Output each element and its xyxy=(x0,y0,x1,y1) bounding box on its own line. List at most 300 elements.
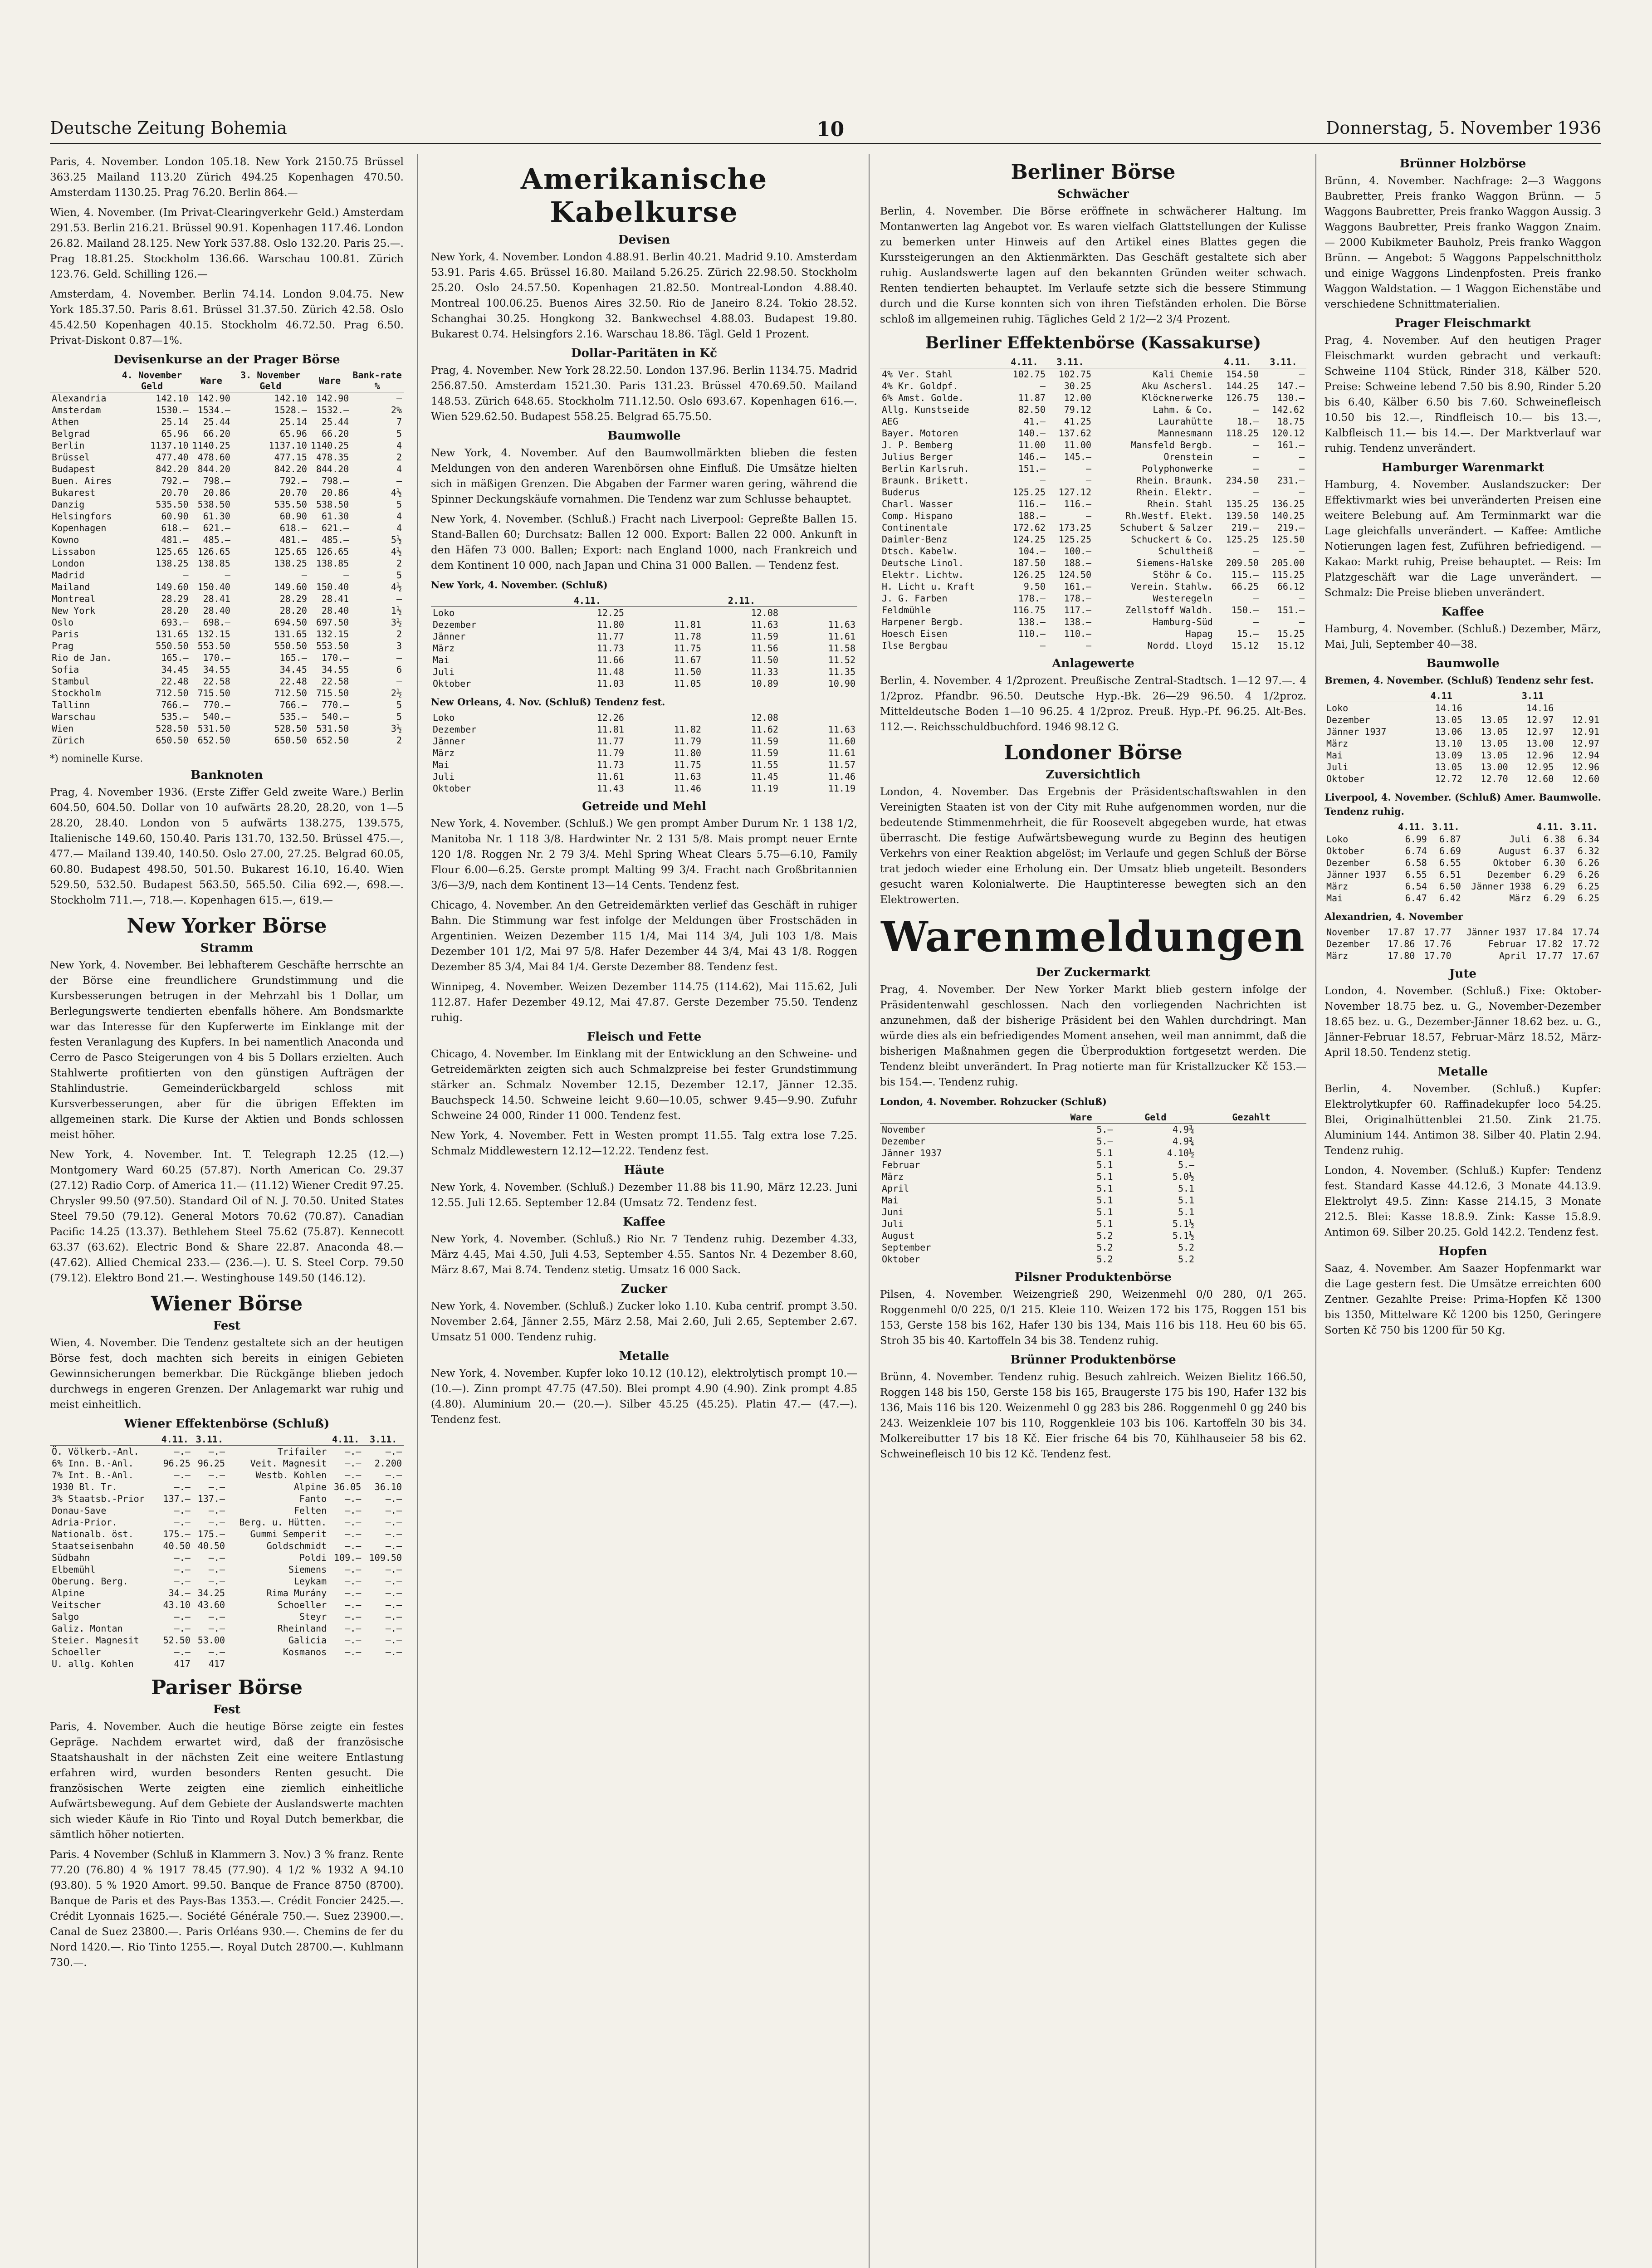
table-cell: —.— xyxy=(385,1470,402,1481)
table-cell: 124.50 xyxy=(1058,569,1091,580)
table-cell: 96.25 xyxy=(163,1458,191,1469)
table-cell: 652.50 xyxy=(197,735,230,746)
table-cell: 28.40 xyxy=(321,605,349,616)
table-cell: Dezember xyxy=(882,1136,926,1147)
table-row xyxy=(1325,938,1601,950)
table-cell: März xyxy=(1326,950,1349,961)
table-cell: Oktober xyxy=(1493,857,1531,868)
table-cell: Dezember xyxy=(1326,857,1370,868)
table-row xyxy=(1325,926,1601,938)
baumwolle-text-2: New York, 4. November. (Schluß.) Fracht nach Liverpool: Gepreßte Ballen 15. Stand-Ballen 60; Durchsatz: Ballen 12 000. Export: Ballen 22 000. Ankunft in den Häfen 73 000. Ballen; Export: nach England 1000, nach Frankreich und dem Kontinent 10 000, nach Japan und China 31 000 Ballen. — Tendenz fest. xyxy=(431,513,857,572)
table-cell: —.— xyxy=(208,1470,225,1481)
table-cell: 11.33 xyxy=(751,666,778,677)
berliner-subheading: Schwächer xyxy=(1057,187,1129,201)
table-cell: 13.05 xyxy=(1481,738,1508,749)
table-cell: Leykam xyxy=(293,1576,327,1587)
table-row xyxy=(50,1634,404,1646)
table-cell: — xyxy=(1299,487,1305,498)
table-cell: 694.50 xyxy=(274,617,307,628)
table-cell: Lissabon xyxy=(52,546,96,557)
table-cell: 5.1 xyxy=(1096,1195,1113,1206)
table-cell: 15.25 xyxy=(1277,628,1305,639)
table-cell: 1930 Bl. Tr. xyxy=(52,1481,117,1492)
table-cell: März xyxy=(1509,893,1531,904)
table-cell: Mailand xyxy=(52,582,90,592)
zuckermarkt-text: Prag, 4. November. Der New Yorker Markt blieb gestern infolge der Präsidentenwahl geschlossen. Nach den vorliegenden Nachrichten ist anzunehmen, daß der bisherige Präsident bei den Wahlen durchdringt. Man würde dies als ein befriedigendes Moment ansehen, weil man annimmt, daß die bisherigen Maßnahmen gegen die Überproduktion fortgesetzt werden. Die Tendenz bleibt unverändert. In Prag notierte man für Kristallzucker Kč 153.— bis 154.—. Tendenz ruhig. xyxy=(880,984,1306,1088)
table-cell: Zellstoff Waldh. xyxy=(1125,605,1213,616)
table-cell: Mansfeld Bergb. xyxy=(1131,440,1213,450)
table-cell: —.— xyxy=(345,1529,362,1540)
table-cell: 618.— xyxy=(279,523,307,533)
table-cell: 553.50 xyxy=(197,640,230,651)
holz-subheading: Brünner Holzbörse xyxy=(1399,157,1526,171)
table-cell: Feldmühle xyxy=(882,605,931,616)
liverpool-title: Liverpool, 4. November. (Schluß) Amer. Baumwolle. Tendenz ruhig. xyxy=(1325,792,1601,817)
table-cell: 116.— xyxy=(1018,499,1046,509)
table-header-cell xyxy=(880,1111,1048,1124)
table-row xyxy=(1325,714,1601,726)
table-cell: 28.20 xyxy=(279,605,307,616)
table-cell: 4½ xyxy=(391,582,402,592)
table-cell: 1137.10 xyxy=(269,440,307,451)
table-cell: —.— xyxy=(208,1446,225,1457)
table-header-cell xyxy=(1325,690,1418,702)
no-table-title: New Orleans, 4. Nov. (Schluß) Tendenz fest. xyxy=(431,696,665,708)
table-cell: 53.00 xyxy=(197,1635,225,1646)
table-cell: — xyxy=(1085,463,1091,474)
table-cell: 17.77 xyxy=(1424,927,1452,938)
table-cell: 6.38 xyxy=(1543,834,1565,845)
table-cell: Galiz. Montan xyxy=(52,1623,123,1634)
table-cell: 11.56 xyxy=(751,643,778,654)
table-cell: 34.— xyxy=(168,1588,191,1598)
table-cell xyxy=(1196,1183,1306,1194)
table-cell: 6.54 xyxy=(1405,881,1427,892)
devisen-text: New York, 4. November. London 4.88.91. Berlin 40.21. Madrid 9.10. Amsterdam 53.91. Paris 4.65. Brüssel 16.80. Mailand 5.26.25. Zürich 22.98.50. Stockholm 25.20. Oslo 24.57.50. Kopenhagen 21.82.50. Montreal-London 4.88.40. Montreal 100.06.25. Buenos Aires 32.50. Rio de Janeiro 8.24. Tokio 28.52. Schanghai 30.25. Hongkong 32. Bankwechsel 4.88.03. Budapest 19.80. Bukarest 0.74. Helsingfors 2.16. Warschau 18.86. Tägl. Geld 1 Prozent. xyxy=(431,251,857,340)
table-row xyxy=(880,581,1306,592)
table-row xyxy=(50,581,404,593)
table-cell: 5 xyxy=(396,428,402,439)
table-row xyxy=(50,1564,404,1575)
table-cell: 125.50 xyxy=(1271,534,1305,545)
table-cell: 131.65 xyxy=(274,629,307,640)
table-row xyxy=(431,759,857,771)
table-cell: März xyxy=(1326,881,1349,892)
table-cell: 6.50 xyxy=(1439,881,1461,892)
fleisch-subheading: Fleisch und Fette xyxy=(587,1030,702,1044)
table-cell: 17.74 xyxy=(1572,927,1599,938)
table-cell: 650.50 xyxy=(156,735,189,746)
table-cell: August xyxy=(1498,846,1531,856)
table-cell: Klöcknerwerke xyxy=(1142,392,1213,403)
table-cell: 4 xyxy=(396,464,402,474)
table-cell: Stockholm xyxy=(52,688,101,699)
table-cell: 25.14 xyxy=(161,416,189,427)
table-row xyxy=(50,1587,404,1599)
table-cell: 12.26 xyxy=(596,712,624,723)
table-cell: November xyxy=(882,1124,926,1135)
table-row xyxy=(880,640,1306,651)
table-cell: Belgrad xyxy=(52,428,90,439)
table-cell: — xyxy=(1085,640,1091,651)
table-cell: 12.70 xyxy=(1481,773,1508,784)
table-row xyxy=(1325,726,1601,738)
table-row xyxy=(880,1147,1306,1159)
table-cell: Rhein. Braunk. xyxy=(1136,475,1213,486)
wiener-text: Wien, 4. November. Die Tendenz gestaltete sich an der heutigen Börse fest, doch machten sich bereits in einigen Gebieten Gewinnsicherungen bemerkbar. Die Rückgänge blieben jedoch durchwegs in engeren Grenzen. Der Anlagemarkt war ruhig und meist einheitlich. xyxy=(50,1337,404,1411)
table-cell: 172.62 xyxy=(1012,522,1046,533)
column-4 xyxy=(1325,154,1601,2268)
table-cell: 219.— xyxy=(1231,522,1259,533)
table-cell: Hapag xyxy=(1185,628,1213,639)
table-cell: November xyxy=(1326,927,1370,938)
table-cell: 20.70 xyxy=(279,487,307,498)
table-row xyxy=(880,1194,1306,1206)
table-cell: Bayer. Motoren xyxy=(882,428,958,439)
table-cell: 6 xyxy=(396,664,402,675)
table-cell: 4.9¾ xyxy=(1172,1136,1195,1147)
table-cell: Zürich xyxy=(52,735,85,746)
table-cell: 22.58 xyxy=(321,676,349,687)
table-cell: Loko xyxy=(433,712,455,723)
table-row xyxy=(880,368,1306,381)
table-row xyxy=(50,404,404,416)
table-cell: 12.91 xyxy=(1572,726,1599,737)
table-cell: Stambul xyxy=(52,676,90,687)
winnipeg-text: Winnipeg, 4. November. Weizen Dezember 114.75 (114.62), Mai 115.62, Juli 112.87. Hafer Dezember 49.12, Mai 47.87. Gerste Dezember 75.50. Tendenz ruhig. xyxy=(431,981,857,1024)
londoner-heading: Londoner Börse xyxy=(1004,741,1183,764)
table-header-cell: 4.11. xyxy=(1215,356,1261,368)
table-cell: — xyxy=(301,570,307,581)
berliner-effekten-heading: Berliner Effektenbörse (Kassakurse) xyxy=(925,333,1261,352)
table-cell: 417 xyxy=(174,1658,191,1669)
table-cell: H. Licht u. Kraft xyxy=(882,581,975,592)
table-cell: 6.29 xyxy=(1543,869,1565,880)
table-cell: 6.26 xyxy=(1577,857,1599,868)
table-cell: —.— xyxy=(174,1552,191,1563)
table-cell xyxy=(1196,1253,1306,1265)
table-cell: 5.1 xyxy=(1096,1218,1113,1229)
table-cell: 6.69 xyxy=(1439,846,1461,856)
table-cell: 6.34 xyxy=(1577,834,1599,845)
table-cell: —.— xyxy=(208,1647,225,1657)
table-row xyxy=(880,1242,1306,1253)
table-cell: Wien xyxy=(52,723,74,734)
table-cell xyxy=(1196,1171,1306,1183)
table-cell: 697.50 xyxy=(316,617,349,628)
table-cell: 118.25 xyxy=(1226,428,1259,439)
bruenner-text: Brünn, 4. November. Tendenz ruhig. Besuch zahlreich. Weizen Bielitz 166.50, Roggen 148 bis 150, Gerste 158 bis 165, Braugerste 175 bis 190, Hafer 132 bis 136, Mais 116 bis 120. Weizenmehl 0 gg 283 bis 286. Roggenmehl 0 gg 240 bis 243. Weizenkleie 107 bis 110, Roggenkleie 103 bis 106. Kartoffeln 30 bis 34. Molkereibutter 17 bis 18 Kč. Eier frische 64 bis 70, Kühlhauseier 58 bis 62. Schweinefleisch 10 bis 12 Kč. Tendenz fest. xyxy=(880,1371,1306,1460)
table-cell: Jänner 1937 xyxy=(882,1148,942,1158)
table-cell: 550.50 xyxy=(274,640,307,651)
table-cell: —.— xyxy=(345,1517,362,1528)
table-cell: 137.— xyxy=(197,1493,225,1504)
fleischmarkt-text: Prag, 4. November. Auf den heutigen Prager Fleischmarkt wurden gebracht und verkauft: Schweine 1104 Stück, Rinder 318, Kälber 520. Preise: Schweine lebend 7.50 bis 8.90, Rinder 5.20 bis 6.40, Kälber 6.50 bis 7.60. Schweinefleisch 10.50 bis 12.—, Rindfleisch 10.— bis 13.—, Kalbfleisch 11.— bis 14.—. Der Marktverlauf war ruhig. Tendenz unverändert. xyxy=(1325,335,1601,455)
table-cell: 126.25 xyxy=(1012,569,1046,580)
table-cell: Helsingfors xyxy=(52,511,112,522)
table-row xyxy=(880,380,1306,392)
table-cell: 170.— xyxy=(203,652,230,663)
table-cell: Alpine xyxy=(52,1588,85,1598)
table-cell: 110.— xyxy=(1018,628,1046,639)
table-cell: 132.15 xyxy=(316,629,349,640)
table-cell: 173.25 xyxy=(1058,522,1091,533)
table-cell: 11.73 xyxy=(596,759,624,770)
table-cell: 531.50 xyxy=(197,723,230,734)
table-cell: 6.25 xyxy=(1577,893,1599,904)
table-cell: 11.59 xyxy=(751,631,778,642)
table-cell: 25.44 xyxy=(321,416,349,427)
pilsner-text: Pilsen, 4. November. Weizengrieß 290, Weizenmehl 0/0 280, 0/1 265. Roggenmehl 0/0 225, 0/1 215. Kleie 110. Weizen 172 bis 175, Roggen 151 bis 153, Gerste 158 bis 162, Hafer 130 bis 134, Mais 116 bis 118. Heu 60 bis 65. Stroh 35 bis 40. Kartoffeln 34 bis 38. Tendenz ruhig. xyxy=(880,1289,1306,1347)
table-cell: 79.12 xyxy=(1064,404,1091,415)
table-row xyxy=(1325,738,1601,749)
table-cell: 2 xyxy=(396,735,402,746)
table-cell: 5.— xyxy=(1096,1136,1113,1147)
table-cell: 538.50 xyxy=(316,499,349,510)
kaffee-text: New York, 4. November. (Schluß.) Rio Nr. 7 Tendenz ruhig. Dezember 4.33, März 4.45, Mai 4.50, Juli 4.53, September 4.55. Santos Nr. 4 Dezember 8.60, März 8.67, Mai 8.74. Tendenz stetig. Umsatz 16 000 Sack. xyxy=(431,1233,857,1276)
table-header-row xyxy=(1325,821,1601,833)
table-cell: 28.41 xyxy=(203,593,230,604)
table-cell: 66.12 xyxy=(1277,581,1305,592)
table-cell: 11.75 xyxy=(674,643,701,654)
table-cell: 36.05 xyxy=(334,1481,362,1492)
table-cell: 621.— xyxy=(203,523,230,533)
metalle-subheading: Metalle xyxy=(619,1349,670,1363)
table-cell: 61.30 xyxy=(321,511,349,522)
fleischmarkt-subheading: Prager Fleischmarkt xyxy=(1395,317,1531,330)
table-cell: 6.55 xyxy=(1405,869,1427,880)
table-cell: 219.— xyxy=(1277,522,1305,533)
table-cell: 11.75 xyxy=(674,759,701,770)
table-cell: 842.20 xyxy=(274,464,307,474)
table-cell: — xyxy=(1299,593,1305,604)
table-row xyxy=(50,616,404,628)
table-cell: 5.— xyxy=(1178,1159,1195,1170)
wiener-heading: Wiener Börse xyxy=(151,1292,303,1315)
column-rule xyxy=(869,154,870,2268)
table-cell: 712.50 xyxy=(274,688,307,699)
table-cell: —.— xyxy=(345,1458,362,1469)
table-cell: Loko xyxy=(1326,703,1349,714)
table-cell: 11.78 xyxy=(674,631,701,642)
table-header-row xyxy=(1325,690,1601,702)
table-cell: 535.— xyxy=(161,711,189,722)
table-header-cell: 4.11. xyxy=(1533,821,1567,833)
haeute-text: New York, 4. November. (Schluß.) Dezember 11.88 bis 11.90, März 12.23. Juni 12.55. Juli 12.65. September 12.84 (Umsatz 72. Tendenz fest. xyxy=(431,1182,857,1209)
bruenner-subheading: Brünner Produktenbörse xyxy=(1010,1353,1176,1367)
table-header-cell: Ware xyxy=(1048,1111,1115,1124)
table-cell: — xyxy=(396,652,402,663)
table-cell: — xyxy=(1253,546,1259,557)
table-row xyxy=(50,487,404,499)
table-cell: Goldschmidt xyxy=(266,1540,327,1551)
table-cell: Amsterdam xyxy=(52,405,101,415)
table-cell: 11.61 xyxy=(596,771,624,782)
table-cell: — xyxy=(1253,440,1259,450)
table-cell: — xyxy=(396,475,402,486)
table-cell: 12.08 xyxy=(751,712,778,723)
table-cell: 34.25 xyxy=(197,1588,225,1598)
table-cell: 5.1 xyxy=(1096,1207,1113,1217)
table-cell: 1528.— xyxy=(274,405,307,415)
table-cell: Fanto xyxy=(299,1493,327,1504)
berliner-text: Berlin, 4. November. Die Börse eröffnete in schwächerer Haltung. Im Montanwerten lag Angebot vor. Es waren vielfach Glattstellungen der Kulisse zu bemerken unter Hinweis auf den Artikel eines Blattes gegen die Kurssteigerungen an den Aktienmärkten. Das Geschäft gestaltete sich aber ruhig. Auslandswerte lagen auf den bekannten Gründen weiter schwach. Renten tendierten behauptet. Im Verlaufe setzte sich die bessere Stimmung durch und die Kurse konnten sich von ihren Tiefständen erholen. Die Börse schloß im allgemeinen ruhig. Tägliches Geld 2 1/2—2 3/4 Prozent. xyxy=(880,205,1306,325)
table-cell: Jänner 1938 xyxy=(1471,881,1531,892)
table-row xyxy=(880,510,1306,522)
getreide-text: New York, 4. November. (Schluß.) We gen prompt Amber Durum Nr. 1 138 1/2, Manitoba Nr. 1 118 3/8. Hardwinter Nr. 2 131 5/8. Mais prompt neuer Ernte 120 1/8. Roggen Nr. 2 79 3/4. Mehl Spring Wheat Clears 5.75—6.10, Family Flour 6.00—6.25. Gerste prompt Malting 99 3/4. Fracht nach Großbritannien 3/6—3/9, nach dem Kontinent 13—14 Cents. Tendenz fest. xyxy=(431,818,857,891)
table-row xyxy=(50,1457,404,1469)
pariser-text: Paris, 4. November. Auch die heutige Börse zeigte ein festes Gepräge. Nachdem erwartet wird, daß der französische Staatshaushalt in der nächsten Zeit eine weitere Entlastung erfahren wird, wurden besonders Renten gesucht. Die französischen Werte zeigten eine ziemlich einheitliche Aufwärtsbewegung. Auf dem Gebiete der Auslandswerte machten sich wieder Käufe in Rio Tinto und Royal Dutch bemerkbar, die sämtlich höher notierten. xyxy=(50,1721,404,1841)
table-cell: Polyphonwerke xyxy=(1142,463,1213,474)
bremen-title: Bremen, 4. November. (Schluß) Tendenz sehr fest. xyxy=(1325,675,1594,686)
table-cell: 165.— xyxy=(279,652,307,663)
table-cell: 535.50 xyxy=(156,499,189,510)
table-cell: 13.05 xyxy=(1481,750,1508,761)
table-cell: —.— xyxy=(208,1481,225,1492)
getreide-subheading: Getreide und Mehl xyxy=(582,800,706,813)
table-cell xyxy=(1196,1206,1306,1218)
table-cell: 11.43 xyxy=(596,783,624,794)
table-header-cell: 3.11. xyxy=(363,1433,404,1446)
table-cell: Alpine xyxy=(293,1481,327,1492)
table-row xyxy=(880,545,1306,557)
table-row xyxy=(50,534,404,546)
table-row xyxy=(880,486,1306,498)
table-cell: 109.— xyxy=(334,1552,362,1563)
table-row xyxy=(50,1575,404,1587)
table-cell: 11.79 xyxy=(596,748,624,758)
metalle-text: Berlin, 4. November. (Schluß.) Kupfer: Elektrolytkupfer 60. Raffinadekupfer loco 54.25. Blei, Originalhüttenblei 21.50. Zink 21.75. Aluminium 144. Antimon 38. Silber 40. Platin 2.94. Tendenz ruhig. xyxy=(1325,1083,1601,1157)
table-cell: 528.50 xyxy=(274,723,307,734)
table-cell: Juni xyxy=(882,1207,904,1217)
table-cell: —.— xyxy=(385,1529,402,1540)
table-cell: 142.90 xyxy=(316,393,349,404)
table-cell: 102.75 xyxy=(1012,369,1046,380)
table-header-cell xyxy=(880,356,1002,368)
table-cell: 117.— xyxy=(1064,605,1091,616)
table-cell: —.— xyxy=(174,1611,191,1622)
table-row xyxy=(50,1493,404,1505)
table-cell: 11.63 xyxy=(828,619,855,630)
table-cell: 5.1 xyxy=(1178,1183,1195,1194)
table-cell: 41.— xyxy=(1023,416,1046,427)
table-row xyxy=(50,499,404,510)
table-row xyxy=(1325,857,1601,869)
table-cell: Dezember xyxy=(1487,869,1531,880)
table-cell: 5.1 xyxy=(1178,1207,1195,1217)
table-cell: 11.80 xyxy=(674,748,701,758)
table-row xyxy=(880,427,1306,439)
table-cell: Mai xyxy=(1326,893,1343,904)
table-row xyxy=(50,1611,404,1623)
table-cell: Rhein. Elektr. xyxy=(1136,487,1213,498)
table-cell: 6.29 xyxy=(1543,893,1565,904)
table-cell: 770.— xyxy=(321,699,349,710)
table-row xyxy=(50,451,404,463)
table-cell: 12.00 xyxy=(1064,392,1091,403)
table-cell: Athen xyxy=(52,416,79,427)
table-cell: 40.50 xyxy=(197,1540,225,1551)
table-cell: 17.86 xyxy=(1388,938,1415,949)
devisen-subheading: Devisen xyxy=(618,233,670,247)
table-cell: 20.86 xyxy=(203,487,230,498)
table-cell: 11.63 xyxy=(751,619,778,630)
table-cell: Orenstein xyxy=(1163,451,1213,462)
table-cell: —.— xyxy=(385,1588,402,1598)
table-header-cell: 4.11. xyxy=(328,1433,363,1446)
jute-subheading: Jute xyxy=(1449,967,1476,981)
table-header-cell xyxy=(431,595,549,607)
table-cell: August xyxy=(882,1230,915,1241)
newyork-heading: New Yorker Börse xyxy=(127,914,327,938)
table-cell: —.— xyxy=(385,1446,402,1457)
table-cell: 17.80 xyxy=(1388,950,1415,961)
table-cell: 15.12 xyxy=(1277,640,1305,651)
table-cell: — xyxy=(343,570,349,581)
table-cell: 5.2 xyxy=(1178,1242,1195,1253)
table-cell: 66.20 xyxy=(321,428,349,439)
table-cell: 485.— xyxy=(203,534,230,545)
table-cell: 6.55 xyxy=(1439,857,1461,868)
table-cell: 650.50 xyxy=(274,735,307,746)
table-cell xyxy=(363,1658,404,1670)
table-cell xyxy=(1196,1218,1306,1230)
table-header-cell: 3.11 xyxy=(1510,690,1556,702)
table-row xyxy=(880,628,1306,640)
pariser-quotes: Paris. 4 November (Schluß in Klammern 3. Nov.) 3 % franz. Rente 77.20 (76.80) 4 % 1917 78.45 (77.90). 4 1/2 % 1932 A 94.10 (93.80). 5 % 1920 Amort. 99.50. Banque de France 8750 (8700). Banque de Paris et des Pays-Bas 1353.—. Crédit Foncier 2425.—. Crédit Lyonnais 1625.—. Société Générale 750.—. Suez 23900.—. Canal de Suez 23800.—. Paris Orléans 930.—. Chemins de fer du Nord 1420.—. Rio Tinto 1255.—. Royal Dutch 28700.—. Kuhlmann 730.—. xyxy=(50,1849,404,1969)
table-cell: 11.63 xyxy=(674,771,701,782)
table-row xyxy=(50,652,404,664)
table-cell: 792.— xyxy=(279,475,307,486)
table-cell: Lahm. & Co. xyxy=(1153,404,1213,415)
table-cell: 178.— xyxy=(1018,593,1046,604)
table-cell: 766.— xyxy=(279,699,307,710)
table-cell: 138.— xyxy=(1018,616,1046,627)
table-cell: 28.20 xyxy=(161,605,189,616)
table-cell: 5½ xyxy=(391,534,402,545)
table-cell: 12.60 xyxy=(1572,773,1599,784)
table-cell: Trifailer xyxy=(277,1446,327,1457)
table-cell: Prag xyxy=(52,640,74,651)
table-header-cell: Ware xyxy=(309,369,351,392)
table-cell: 1140.25 xyxy=(192,440,230,451)
table-header-cell: 4.11. xyxy=(158,1433,192,1446)
table-cell: Braunk. Brikett. xyxy=(882,475,969,486)
table-header-cell: Gezahlt xyxy=(1196,1111,1306,1124)
hopfen-text: Saaz, 4. November. Am Saazer Hopfenmarkt war die Lage gestern fest. Die Umsätze erreichten 600 Zentner. Gezahlte Preise: Prima-Hopfen Kč 1300 bis 1350, Mittelware Kč 1200 bis 1250, Geringere Sorten Kč 750 bis 1200 für 50 Kg. xyxy=(1325,1263,1601,1336)
table-cell: 11.50 xyxy=(751,655,778,665)
table-cell: Rheinland xyxy=(277,1623,327,1634)
table-row xyxy=(431,642,857,654)
table-cell: Alexandria xyxy=(52,393,107,404)
table-row xyxy=(50,522,404,534)
table-cell: —.— xyxy=(174,1517,191,1528)
table-cell: 7 xyxy=(396,416,402,427)
table-header-cell: 4. November Geld xyxy=(113,369,190,392)
table-cell: 209.50 xyxy=(1226,557,1259,568)
table-cell: 6.42 xyxy=(1439,893,1461,904)
table-cell: Montreal xyxy=(52,593,96,604)
table-cell: 13.05 xyxy=(1435,714,1462,725)
anlage-subheading: Anlagewerte xyxy=(1052,657,1134,670)
table-cell: 2 xyxy=(396,452,402,463)
table-cell: 531.50 xyxy=(316,723,349,734)
london-zucker-table xyxy=(880,1111,1306,1265)
table-row xyxy=(880,592,1306,604)
table-cell: Mannesmann xyxy=(1158,428,1213,439)
table-cell: 138.— xyxy=(1064,616,1091,627)
table-cell: Kali Chemie xyxy=(1153,369,1213,380)
